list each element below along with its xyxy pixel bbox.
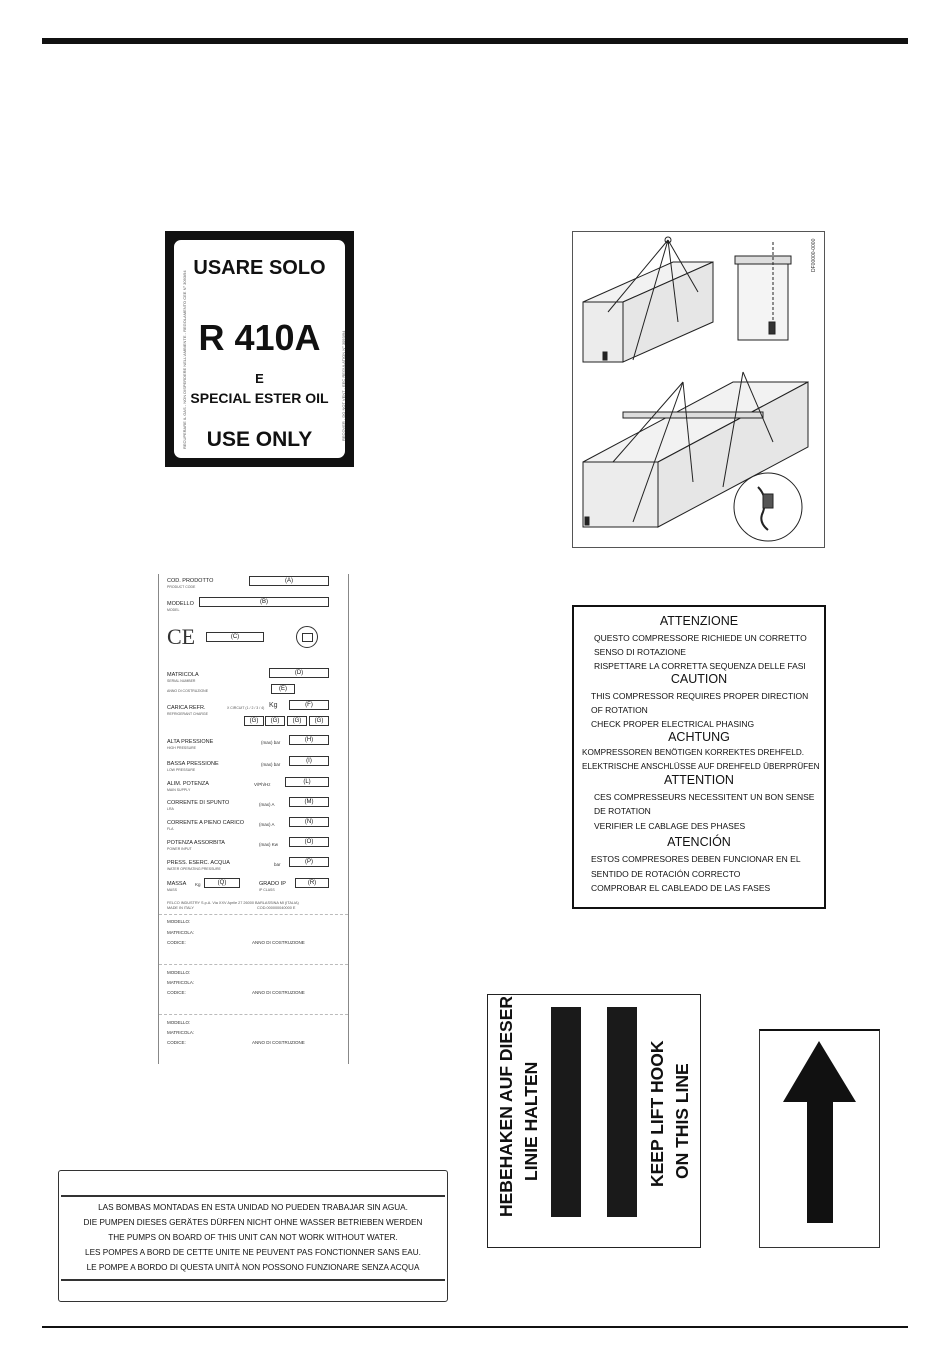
box-n: (N) <box>289 817 329 827</box>
hook-text-en-2: ON THIS LINE <box>672 1063 692 1179</box>
sub-codice-3: CODICE: <box>167 1040 186 1045</box>
label-line-use-only: USE ONLY <box>206 428 313 451</box>
sub-modello-2: MODELLO: <box>167 970 191 975</box>
text-en-3: CHECK PROPER ELECTRICAL PHASING <box>591 719 755 729</box>
field-max-kw: (max) Kw <box>259 842 278 847</box>
field-modello: MODELLO <box>167 601 194 607</box>
maker-address: FELCO INDUSTRY S.p.A. Via XXV Aprile 27 26000 BARLASSINA MI (ITALIA) <box>167 901 299 905</box>
text-fr-1: CES COMPRESSEURS NECESSITENT UN BON SENSE <box>594 792 815 802</box>
header-rule <box>42 38 908 44</box>
phase-rotation-warning-label <box>572 605 826 909</box>
lifting-diagram-graphic <box>573 232 824 547</box>
heading-atencion: ATENCIÓN <box>667 835 731 849</box>
field-matricola: MATRICOLA <box>167 672 199 678</box>
field-circuit: X CIRCUIT (1 / 2 / 3 / 4) <box>227 706 265 710</box>
label-side-text-left: RECUPERARE IL GAS - NON DISPERDERE NELL'AMBIENTE - REGOLAMENTO CEE N° 3093/94 <box>182 270 187 449</box>
label-line-r410a: R 410A <box>198 317 321 358</box>
drawing-code: DF00000-0000 <box>811 238 817 272</box>
hook-text-de-1: HEBEHAKEN AUF DIESER <box>496 995 516 1217</box>
box-i: (I) <box>289 756 329 766</box>
field-corrente-spunto: CORRENTE DI SPUNTO <box>167 800 230 806</box>
pumps-text-es: LAS BOMBAS MONTADAS EN ESTA UNIDAD NO PUEDEN TRABAJAR SIN AGUA. <box>98 1203 408 1212</box>
manual-book-icon <box>296 626 318 648</box>
box-p: (P) <box>289 857 329 867</box>
field-model: MODEL <box>167 608 180 612</box>
sub-anno-2: ANNO DI COSTRUZIONE <box>252 990 305 995</box>
sub-modello-3: MODELLO: <box>167 1020 191 1025</box>
field-grado-ip: GRADO IP <box>259 881 286 887</box>
separator <box>159 1014 348 1015</box>
pumps-text-fr: LES POMPES A BORD DE CETTE UNITE NE PEUVENT PAS FONCTIONNER SANS EAU. <box>85 1248 421 1257</box>
sub-matricola-2: MATRICOLA: <box>167 980 195 985</box>
text-es-3: COMPROBAR EL CABLEADO DE LAS FASES <box>591 883 771 893</box>
field-massa: MASSA <box>167 881 187 887</box>
sub-codice-1: CODICE: <box>167 940 186 945</box>
sub-matricola-1: MATRICOLA: <box>167 930 195 935</box>
text-fr-2: DE ROTATION <box>594 806 651 816</box>
text-it-2: SENSO DI ROTAZIONE <box>594 647 686 657</box>
field-corrente-pieno: CORRENTE A PIENO CARICO <box>167 820 245 826</box>
text-it-1: QUESTO COMPRESSORE RICHIEDE UN CORRETTO <box>594 633 807 643</box>
text-en-1: THIS COMPRESSOR REQUIRES PROPER DIRECTION <box>591 691 809 701</box>
footer-rule <box>42 1326 908 1328</box>
orientation-arrow-label <box>759 1029 880 1248</box>
maker-code: COD.000000040000 E <box>257 906 296 910</box>
field-power-input: POWER INPUT <box>167 847 192 851</box>
box-f: (F) <box>289 700 329 710</box>
hook-stripe-left <box>551 1007 581 1217</box>
text-it-3: RISPETTARE LA CORRETTA SEQUENZA DELLE FASI <box>594 661 806 671</box>
rating-nameplate <box>158 574 349 1064</box>
field-bar-p: bar <box>274 862 281 867</box>
box-l: (L) <box>285 777 329 787</box>
field-fla: FLA <box>167 827 174 831</box>
field-ip-class: IP CLASS <box>259 888 275 892</box>
field-mass: MASS <box>167 888 177 892</box>
sub-anno-3: ANNO DI COSTRUZIONE <box>252 1040 305 1045</box>
field-bassa-pressione: BASSA PRESSIONE <box>167 761 219 767</box>
text-es-2: SENTIDO DE ROTACIÓN CORRECTO <box>591 869 741 879</box>
field-alta-pressione: ALTA PRESSIONE <box>167 739 214 745</box>
up-arrow-icon <box>760 1031 879 1247</box>
field-press-eserc: PRESS. ESERC. ACQUA <box>167 860 230 866</box>
ce-mark: CE <box>167 624 196 649</box>
hook-text-en-1: KEEP LIFT HOOK <box>647 1040 667 1187</box>
box-a: (A) <box>249 576 329 586</box>
field-max-a-n: (max) A <box>259 822 275 827</box>
field-lra: LRA <box>167 807 174 811</box>
field-refrigerant-charge: REFRIGERANT CHARGE <box>167 712 208 716</box>
field-v-ph-hz: V/Ph/Hz <box>254 782 271 787</box>
pumps-text-de: DIE PUMPEN DIESES GERÄTES DÜRFEN NICHT OHNE WASSER BETRIEBEN WERDEN <box>83 1218 423 1227</box>
text-fr-3: VERIFIER LE CABLAGE DES PHASES <box>594 821 746 831</box>
pumps-text-it: LE POMPE A BORDO DI QUESTA UNITÀ NON POSSONO FUNZIONARE SENZA ACQUA <box>86 1263 420 1272</box>
label-side-text-right: RECOVER - DO NOT VENT - EEC REGULATION N° 3093/94 <box>341 330 346 441</box>
box-r: (R) <box>295 878 329 888</box>
lifting-diagram <box>572 231 825 548</box>
label-line-e: E <box>255 371 264 386</box>
pumps-warning-label <box>58 1170 448 1302</box>
box-g2: (G) <box>265 716 285 726</box>
field-serial-number: SERIAL NUMBER <box>167 679 196 683</box>
refrigerant-label <box>165 231 354 467</box>
label-line-ester-oil: SPECIAL ESTER OIL <box>190 390 329 406</box>
field-product-code: PRODUCT CODE <box>167 585 196 589</box>
box-b: (B) <box>199 597 329 607</box>
text-de-2: ELEKTRISCHE ANSCHLÜSSE AUF DREHFELD ÜBERPRÜFEN <box>582 762 820 771</box>
text-de-1: KOMPRESSOREN BENÖTIGEN KORREKTES DREHFELD. <box>582 748 805 757</box>
text-es-1: ESTOS COMPRESORES DEBEN FUNCIONAR EN EL <box>591 854 801 864</box>
field-max-bar-i: (max) bar <box>261 762 281 767</box>
box-g1: (G) <box>244 716 264 726</box>
hook-text-de-2: LINIE HALTEN <box>521 1061 541 1181</box>
field-potenza: POTENZA ASSORBITA <box>167 840 225 846</box>
lift-hook-label <box>487 994 701 1248</box>
sub-matricola-3: MATRICOLA: <box>167 1030 195 1035</box>
field-kg-mass: Kg <box>195 882 201 887</box>
separator <box>159 914 348 915</box>
heading-attention: ATTENTION <box>664 773 734 787</box>
field-kg: Kg <box>269 702 278 709</box>
box-c: (C) <box>206 632 264 642</box>
box-m: (M) <box>289 797 329 807</box>
box-o: (O) <box>289 837 329 847</box>
field-max-a-m: (max) A <box>259 802 275 807</box>
text-en-2: OF ROTATION <box>591 705 648 715</box>
field-max-bar-h: (max) bar <box>261 740 281 745</box>
box-g3: (G) <box>287 716 307 726</box>
heading-attenzione: ATTENZIONE <box>659 614 739 628</box>
field-water-pressure: WATER OPERATING PRESSURE <box>167 867 221 871</box>
made-in-italy: MADE IN ITALY <box>167 906 194 910</box>
box-e: (E) <box>271 684 295 694</box>
field-main-supply: MAIN SUPPLY <box>167 788 191 792</box>
separator <box>159 964 348 965</box>
pumps-text-en: THE PUMPS ON BOARD OF THIS UNIT CAN NOT WORK WITHOUT WATER. <box>108 1233 398 1242</box>
field-anno: ANNO DI COSTRUZIONE <box>167 689 209 693</box>
field-low-pressure: LOW PRESSURE <box>167 768 196 772</box>
field-alim-potenza: ALIM. POTENZA <box>167 781 209 787</box>
field-cod-prodotto: COD. PRODOTTO <box>167 578 214 584</box>
heading-caution: CAUTION <box>670 672 728 686</box>
hook-stripe-right <box>607 1007 637 1217</box>
sub-modello-1: MODELLO: <box>167 919 191 924</box>
label-line-usare-solo: USARE SOLO <box>193 257 326 279</box>
box-q: (Q) <box>204 878 240 888</box>
box-d: (D) <box>269 668 329 678</box>
field-carica: CARICA REFR. <box>167 705 206 711</box>
sub-codice-2: CODICE: <box>167 990 186 995</box>
box-h: (H) <box>289 735 329 745</box>
field-high-pressure: HIGH PRESSURE <box>167 746 196 750</box>
sub-anno-1: ANNO DI COSTRUZIONE <box>252 940 305 945</box>
box-g4: (G) <box>309 716 329 726</box>
heading-achtung: ACHTUNG <box>668 730 730 744</box>
